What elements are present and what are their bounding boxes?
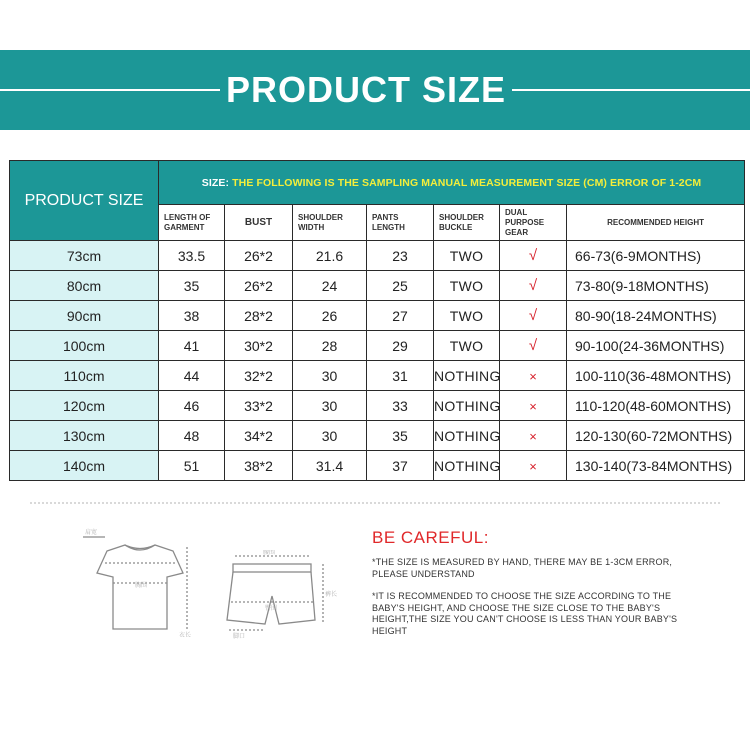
cell-dual xyxy=(500,331,567,361)
tshirt-diagram-icon xyxy=(75,525,205,637)
careful-note-recommendation: *IT IS RECOMMENDED TO CHOOSE THE SIZE ACCORDING TO THE BABY'S HEIGHT, AND CHOOSE THE SIZE CLOSE TO THE BABY'S HEIGHT,THE SIZE YOU CAN'T CHOOSE IS LESS THAN YOUR BABY'S HEIGHT xyxy=(372,591,678,636)
cell-length: 48 xyxy=(159,421,225,451)
cell-pants: 37 xyxy=(367,451,434,481)
header-length-line2: GARMENT xyxy=(164,222,205,232)
cell-dual xyxy=(500,241,567,271)
cross-icon: × xyxy=(529,458,537,474)
cell-bust: 26*2 xyxy=(225,241,293,271)
cell-pants: 35 xyxy=(367,421,434,451)
cell-bust: 28*2 xyxy=(225,301,293,331)
check-icon: √ xyxy=(528,307,538,324)
cell-dual xyxy=(500,301,567,331)
table-row xyxy=(10,451,745,481)
cell-buckle: NOTHING xyxy=(434,391,500,421)
cross-icon: × xyxy=(529,368,537,384)
cell-size: 120cm xyxy=(10,391,159,421)
cell-buckle: TWO xyxy=(434,331,500,361)
check-icon: √ xyxy=(528,247,538,264)
cell-size: 130cm xyxy=(10,421,159,451)
table-row xyxy=(10,241,745,271)
header-recommended-height-line1: RECOMMENDED HEIGHT xyxy=(607,217,704,227)
cell-pants: 33 xyxy=(367,391,434,421)
be-careful-heading: BE CAREFUL: xyxy=(372,528,489,547)
cell-dual xyxy=(500,391,567,421)
cell-buckle: NOTHING xyxy=(434,421,500,451)
cell-dual xyxy=(500,451,567,481)
header-shoulder-width xyxy=(293,205,367,241)
cell-height: 130-140(73-84MONTHS) xyxy=(567,451,745,481)
header-bust xyxy=(225,205,293,241)
cell-shoulder: 30 xyxy=(293,391,367,421)
header-dual-purpose xyxy=(500,205,567,241)
cell-dual xyxy=(500,361,567,391)
cell-size: 100cm xyxy=(10,331,159,361)
cell-height: 73-80(9-18MONTHS) xyxy=(567,271,745,301)
cell-height: 120-130(60-72MONTHS) xyxy=(567,421,745,451)
header-pants-length xyxy=(367,205,434,241)
header-shoulder-buckle-line1: SHOULDER xyxy=(439,212,484,222)
cell-shoulder: 21.6 xyxy=(293,241,367,271)
cell-dual xyxy=(500,271,567,301)
header-bust-line1: BUST xyxy=(244,216,273,228)
cell-bust: 34*2 xyxy=(225,421,293,451)
cell-bust: 30*2 xyxy=(225,331,293,361)
table-row xyxy=(10,361,745,391)
table-row xyxy=(10,301,745,331)
cell-dual xyxy=(500,421,567,451)
shorts-diagram-icon xyxy=(215,550,340,640)
cell-buckle: NOTHING xyxy=(434,361,500,391)
cell-height: 100-110(36-48MONTHS) xyxy=(567,361,745,391)
cell-size: 110cm xyxy=(10,361,159,391)
cell-pants: 23 xyxy=(367,241,434,271)
cell-shoulder: 28 xyxy=(293,331,367,361)
header-pants-length-line1: PANTS xyxy=(372,212,399,222)
header-shoulder-buckle xyxy=(434,205,500,241)
page-title: PRODUCT SIZE xyxy=(225,69,506,110)
table-row xyxy=(10,331,745,361)
cell-length: 44 xyxy=(159,361,225,391)
measurement-note xyxy=(159,161,745,205)
banner-divider-right xyxy=(512,89,750,91)
table-row xyxy=(10,391,745,421)
cell-length: 35 xyxy=(159,271,225,301)
cell-shoulder: 30 xyxy=(293,361,367,391)
cell-shoulder: 24 xyxy=(293,271,367,301)
header-dual-purpose-line2: GEAR xyxy=(505,227,529,237)
title-banner xyxy=(0,50,750,130)
cell-buckle: TWO xyxy=(434,271,500,301)
cell-length: 41 xyxy=(159,331,225,361)
cell-pants: 29 xyxy=(367,331,434,361)
cell-size: 73cm xyxy=(10,241,159,271)
cross-icon: × xyxy=(529,428,537,444)
cell-length: 46 xyxy=(159,391,225,421)
cell-pants: 25 xyxy=(367,271,434,301)
cell-bust: 26*2 xyxy=(225,271,293,301)
cell-pants: 31 xyxy=(367,361,434,391)
cell-buckle: TWO xyxy=(434,301,500,331)
cell-bust: 38*2 xyxy=(225,451,293,481)
cell-buckle: TWO xyxy=(434,241,500,271)
cell-buckle: NOTHING xyxy=(434,451,500,481)
svg-text:臀围: 臀围 xyxy=(265,605,278,612)
table-row xyxy=(10,271,745,301)
header-recommended-height xyxy=(567,205,745,241)
header-length xyxy=(159,205,225,241)
cell-shoulder: 30 xyxy=(293,421,367,451)
banner-divider-left xyxy=(0,89,220,91)
cell-shoulder: 31.4 xyxy=(293,451,367,481)
cell-shoulder: 26 xyxy=(293,301,367,331)
header-length-line1: LENGTH OF xyxy=(164,212,211,222)
svg-text:裤长: 裤长 xyxy=(325,591,338,598)
table-row xyxy=(10,421,745,451)
cross-icon: × xyxy=(529,398,537,414)
cell-size: 90cm xyxy=(10,301,159,331)
svg-text:衣长: 衣长 xyxy=(179,632,192,637)
cell-length: 33.5 xyxy=(159,241,225,271)
header-shoulder-width-line1: SHOULDER xyxy=(298,212,343,222)
header-shoulder-buckle-line2: BUCKLE xyxy=(439,222,473,232)
svg-text:脚口: 脚口 xyxy=(233,633,246,640)
cell-bust: 33*2 xyxy=(225,391,293,421)
check-icon: √ xyxy=(528,277,538,294)
cell-length: 38 xyxy=(159,301,225,331)
svg-text:胸围: 胸围 xyxy=(135,582,148,589)
section-divider xyxy=(30,502,720,504)
svg-text:肩宽: 肩宽 xyxy=(85,529,98,536)
measurement-note-prefix: SIZE: xyxy=(201,176,230,189)
cell-length: 51 xyxy=(159,451,225,481)
measurement-note-text: THE FOLLOWING IS THE SAMPLING MANUAL MEASUREMENT SIZE (CM) ERROR OF 1-2CM xyxy=(232,176,702,189)
header-shoulder-width-line2: WIDTH xyxy=(298,222,325,232)
header-dual-purpose-line1: DUAL PURPOSE xyxy=(505,207,545,227)
cell-size: 140cm xyxy=(10,451,159,481)
size-table xyxy=(9,160,745,481)
cell-height: 90-100(24-36MONTHS) xyxy=(567,331,745,361)
careful-note-measurement: *THE SIZE IS MEASURED BY HAND, THERE MAY BE 1-3CM ERROR, PLEASE UNDERSTAND xyxy=(372,557,673,579)
cell-height: 110-120(48-60MONTHS) xyxy=(567,391,745,421)
svg-text:腰围: 腰围 xyxy=(263,550,276,556)
table-corner-label: PRODUCT SIZE xyxy=(10,161,159,241)
cell-pants: 27 xyxy=(367,301,434,331)
header-pants-length-line2: LENGTH xyxy=(372,222,405,232)
cell-height: 80-90(18-24MONTHS) xyxy=(567,301,745,331)
check-icon: √ xyxy=(528,337,538,354)
cell-size: 80cm xyxy=(10,271,159,301)
cell-height: 66-73(6-9MONTHS) xyxy=(567,241,745,271)
cell-bust: 32*2 xyxy=(225,361,293,391)
